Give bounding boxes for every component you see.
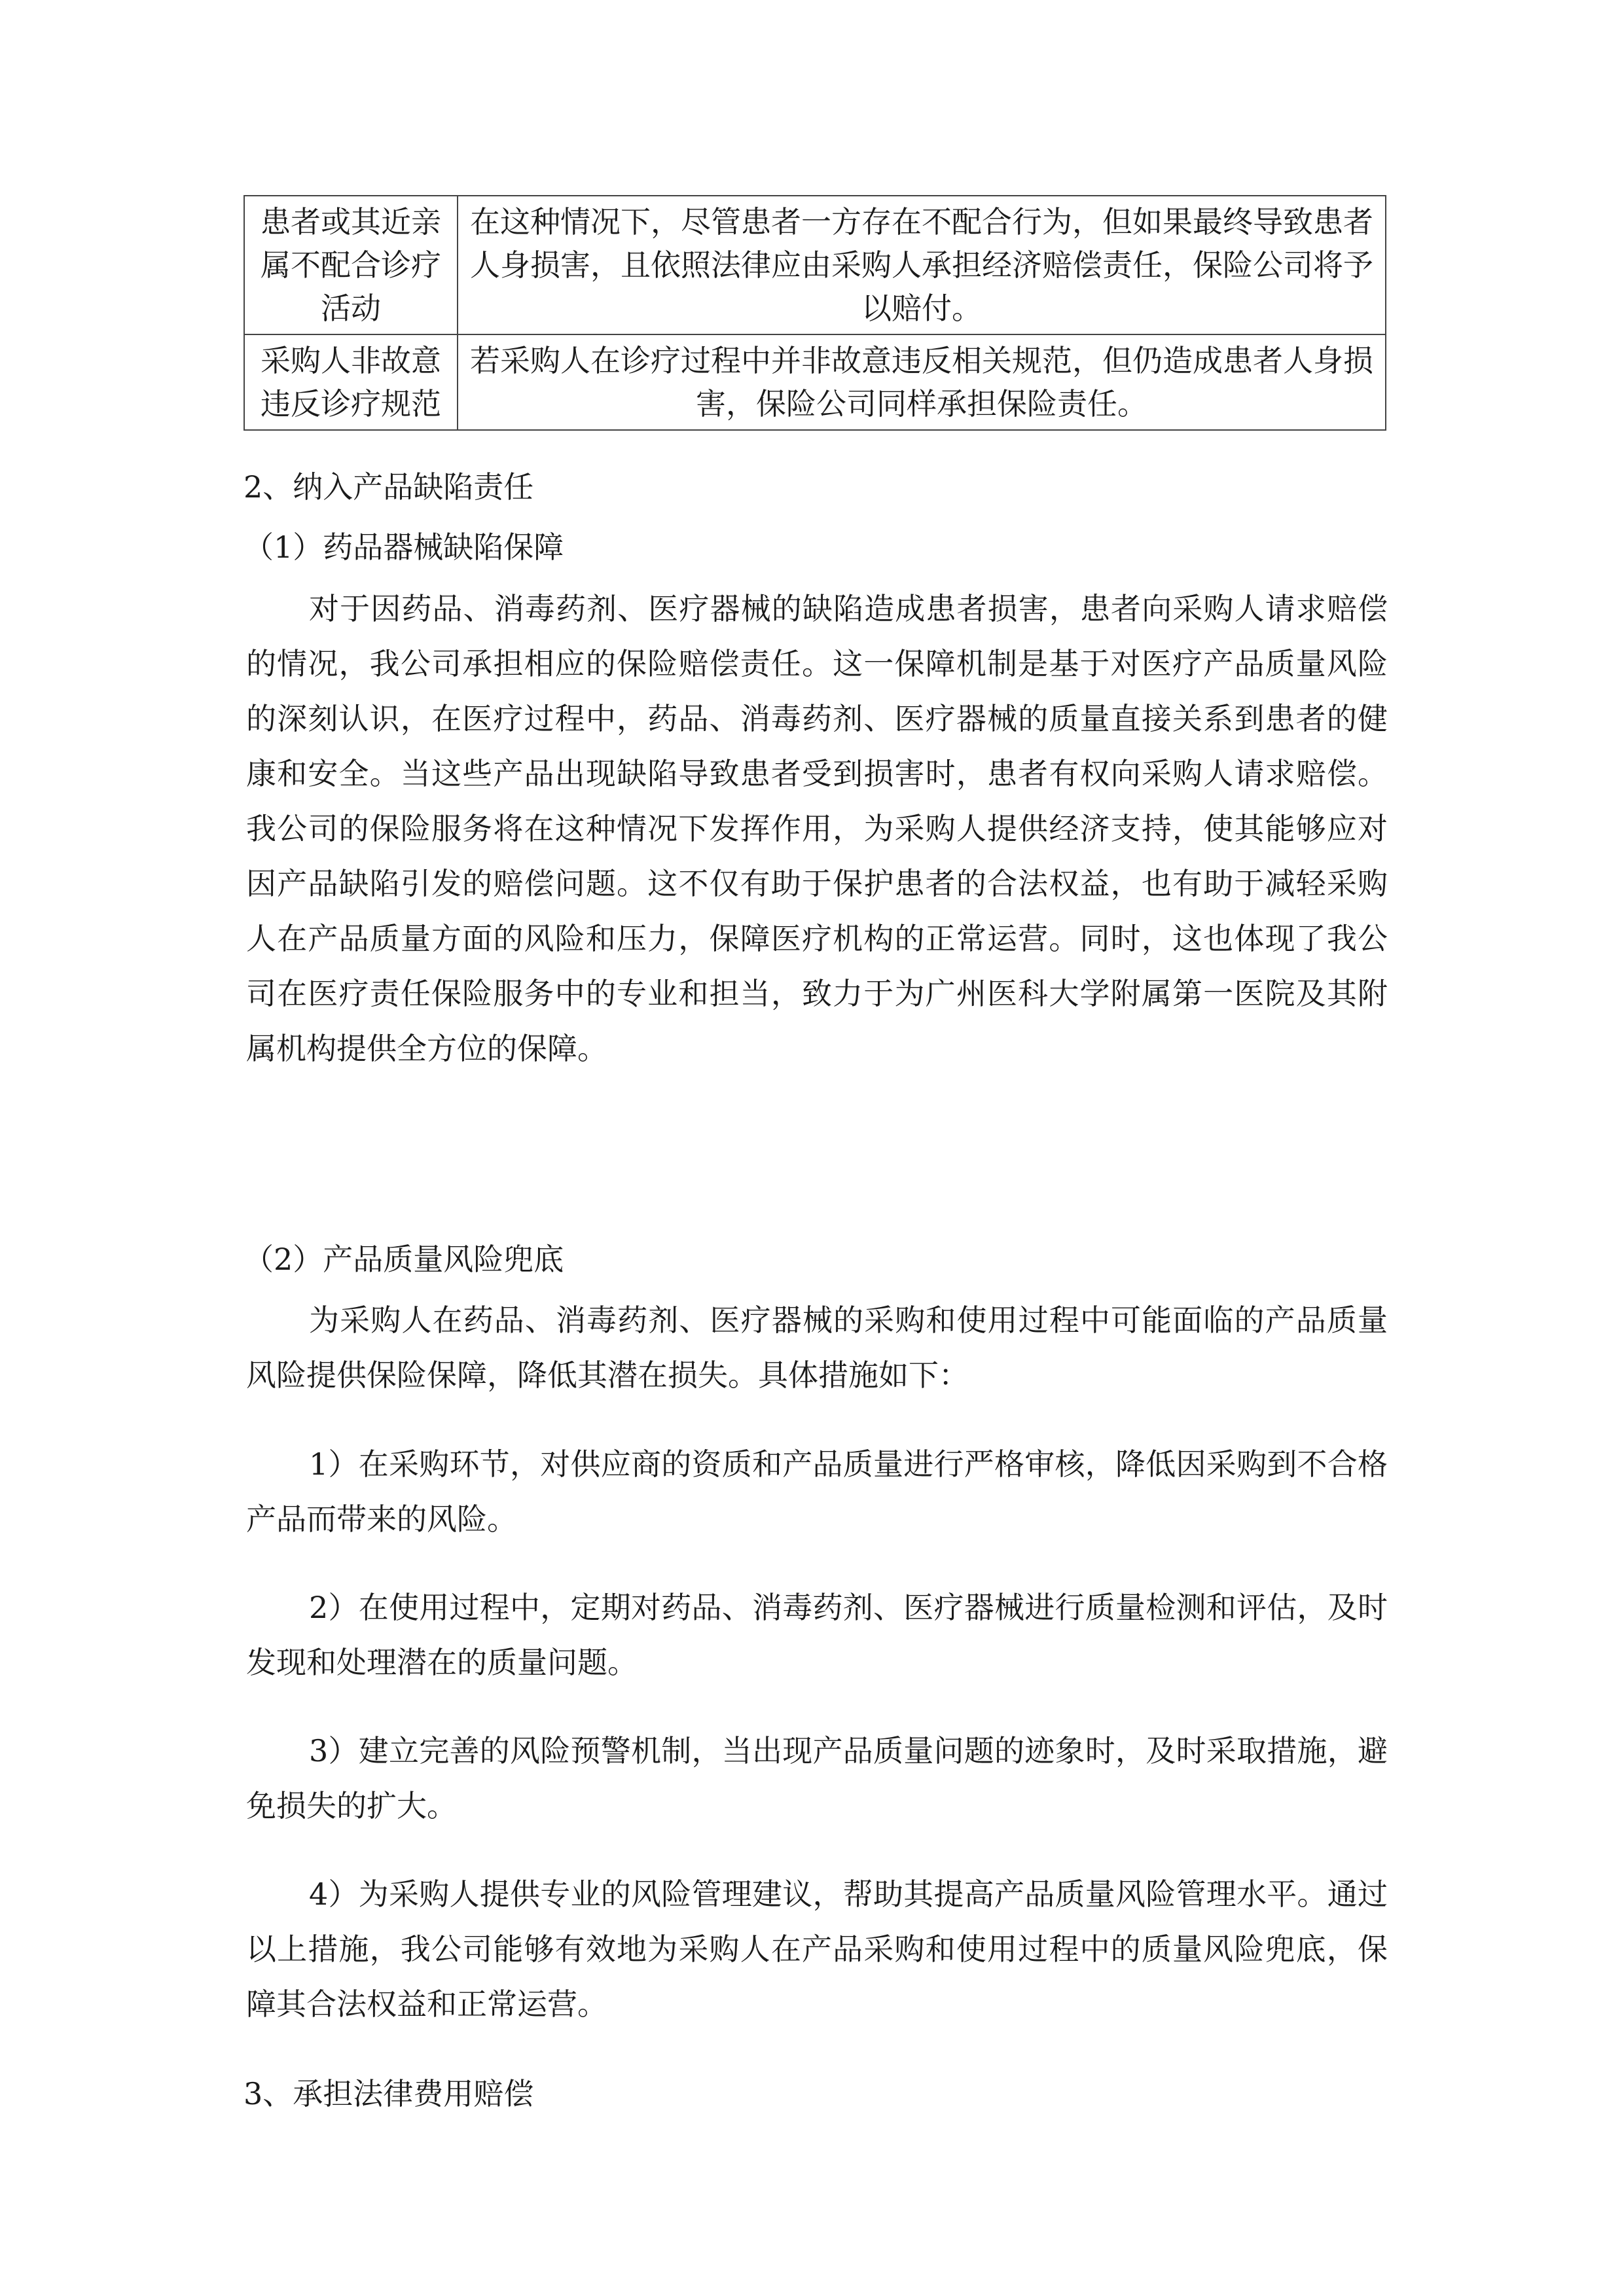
table-row — [244, 196, 1386, 334]
section-heading: 3、承担法律费用赔偿 — [244, 2076, 534, 2111]
table-row-content: 若采购人在诊疗过程中并非故意违反相关规范，但仍造成患者人身损害，保险公司同样承担保险责任。 — [458, 334, 1386, 430]
list-item: 2）在使用过程中，定期对药品、消毒药剂、医疗器械进行质量检测和评估，及时发现和处理潜在的质量问题。 — [246, 1590, 1388, 1680]
table-row-label: 患者或其近亲属不配合诊疗活动 — [244, 196, 458, 334]
list-item: 1）在采购环节，对供应商的资质和产品质量进行严格审核，降低因采购到不合格产品而带来的风险。 — [246, 1446, 1388, 1537]
subsection-heading: （1）药品器械缺陷保障 — [244, 529, 564, 565]
coverage-table — [244, 195, 1386, 431]
table-row-label: 采购人非故意违反诊疗规范 — [244, 334, 458, 430]
table-row-content: 在这种情况下，尽管患者一方存在不配合行为，但如果最终导致患者人身损害，且依照法律应由采购人承担经济赔偿责任，保险公司将予以赔付。 — [458, 196, 1386, 334]
list-item: 4）为采购人提供专业的风险管理建议，帮助其提高产品质量风险管理水平。通过以上措施，我公司能够有效地为采购人在产品采购和使用过程中的质量风险兜底，保障其合法权益和正常运营。 — [246, 1876, 1388, 2022]
section-heading: 2、纳入产品缺陷责任 — [244, 469, 534, 505]
subsection-heading: （2）产品质量风险兜底 — [244, 1242, 564, 1277]
body-paragraph: 对于因药品、消毒药剂、医疗器械的缺陷造成患者损害，患者向采购人请求赔偿的情况，我公司承担相应的保险赔偿责任。这一保障机制是基于对医疗产品质量风险的深刻认识，在医疗过程中，药品、消毒药剂、医疗器械的质量直接关系到患者的健康和安全。当这些产品出现缺陷导致患者受到损害时，患者有权向采购人请求赔偿。我公司的保险服务将在这种情况下发挥作用，为采购人提供经济支持，使其能够应对因产品缺陷引发的赔偿问题。这不仅有助于保护患者的合法权益，也有助于减轻采购人在产品质量方面的风险和压力，保障医疗机构的正常运营。同时，这也体现了我公司在医疗责任保险服务中的专业和担当，致力于为广州医科大学附属第一医院及其附属机构提供全方位的保障。 — [246, 591, 1388, 1066]
body-paragraph: 为采购人在药品、消毒药剂、医疗器械的采购和使用过程中可能面临的产品质量风险提供保险保障，降低其潜在损失。具体措施如下： — [246, 1302, 1388, 1393]
table-row — [244, 334, 1386, 430]
list-item: 3）建立完善的风险预警机制，当出现产品质量问题的迹象时，及时采取措施，避免损失的扩大。 — [246, 1733, 1388, 1823]
